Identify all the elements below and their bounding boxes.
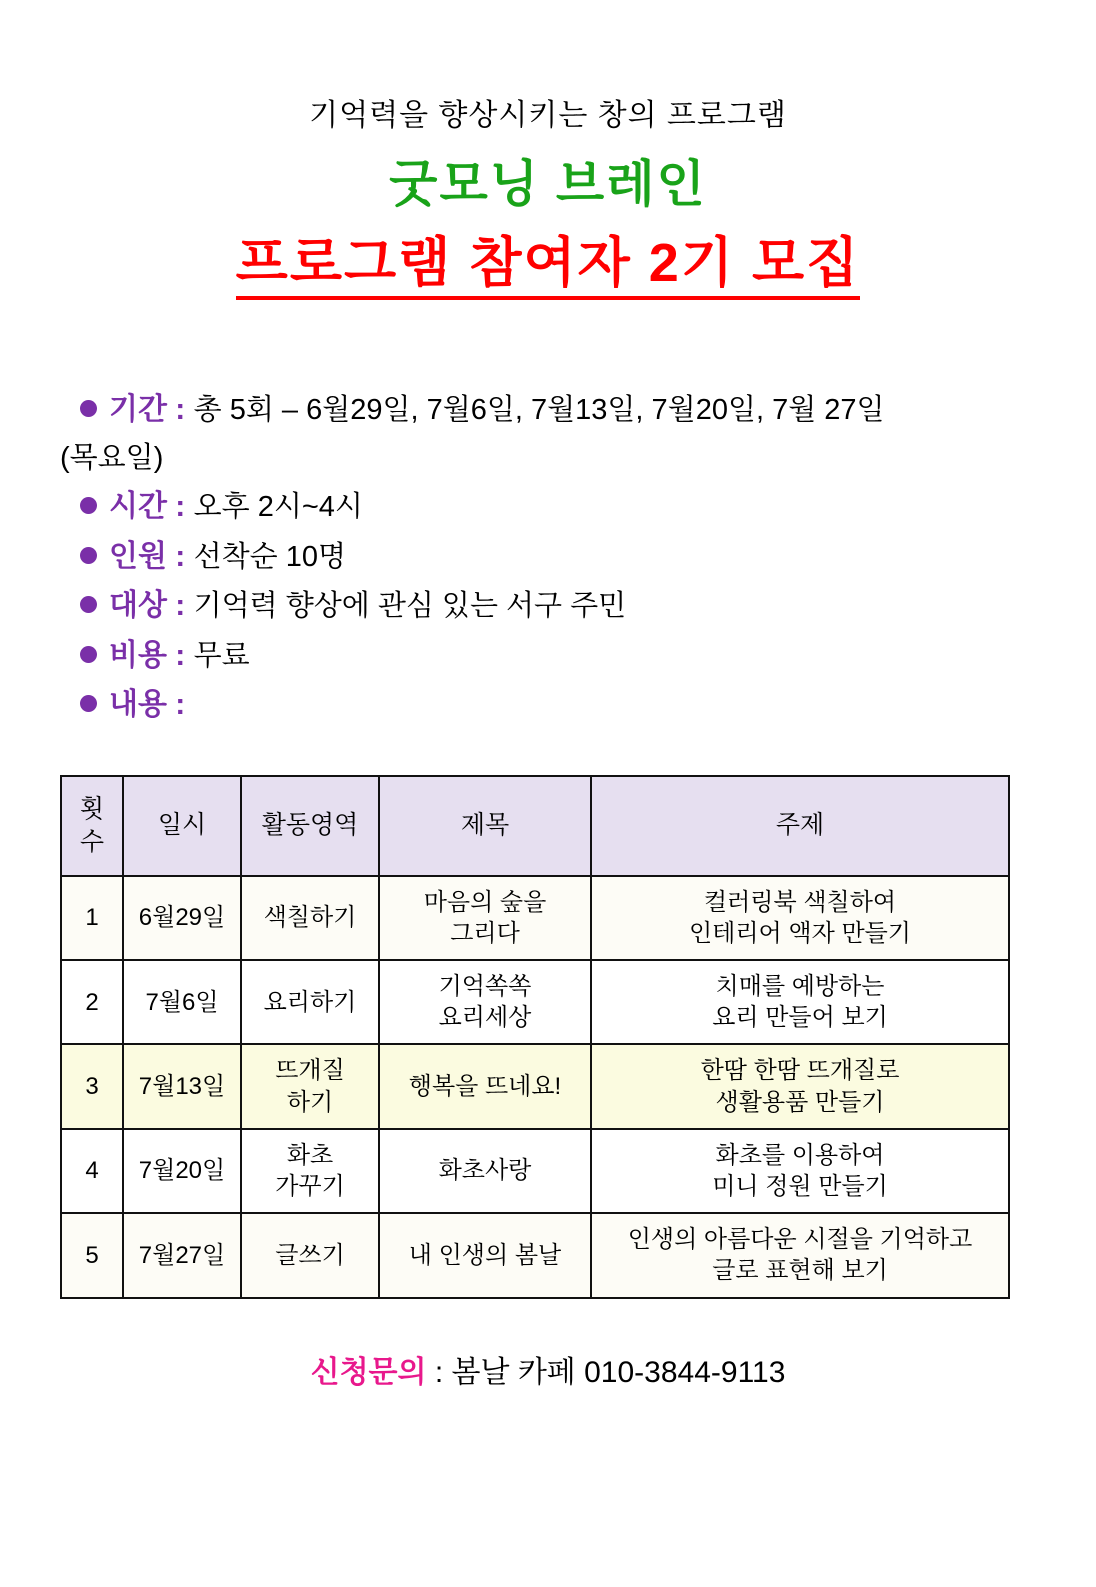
header-title-secondary: 프로그램 참여자 2기 모집 xyxy=(236,232,861,300)
table-header-row xyxy=(61,776,1009,876)
cell-topic: 한땀 한땀 뜨개질로 생활용품 만들기 xyxy=(591,1044,1009,1128)
cell-topic: 화초를 이용하여 미니 정원 만들기 xyxy=(591,1129,1009,1213)
info-label: 인원 xyxy=(109,539,167,573)
cell-title: 행복을 뜨네요! xyxy=(379,1044,591,1128)
info-item-period xyxy=(60,388,1036,432)
bullet-icon xyxy=(80,596,97,613)
cell-count: 5 xyxy=(61,1213,123,1297)
column-header-date: 일시 xyxy=(123,776,241,876)
cell-title: 화초사랑 xyxy=(379,1129,591,1213)
contact-label: 신청문의 xyxy=(310,1355,427,1389)
poster-header xyxy=(60,0,1036,300)
info-item-period-continuation: (목요일) xyxy=(60,442,164,475)
column-header-topic: 주제 xyxy=(591,776,1009,876)
cell-date: 7월6일 xyxy=(123,960,241,1044)
cell-topic: 치매를 예방하는 요리 만들어 보기 xyxy=(591,960,1009,1044)
cell-date: 7월20일 xyxy=(123,1129,241,1213)
info-item-target xyxy=(60,584,1036,628)
info-value: 선착순 10명 xyxy=(193,540,347,573)
header-subtitle: 기억력을 향상시키는 창의 프로그램 xyxy=(309,99,787,132)
cell-date: 7월27일 xyxy=(123,1213,241,1297)
bullet-icon xyxy=(80,497,97,514)
info-list xyxy=(60,388,1036,727)
table-row xyxy=(61,1213,1009,1297)
bullet-icon xyxy=(80,695,97,712)
bullet-icon xyxy=(80,547,97,564)
info-item-cost xyxy=(60,634,1036,678)
column-header-title: 제목 xyxy=(379,776,591,876)
info-separator: : xyxy=(166,539,194,573)
table-row xyxy=(61,1044,1009,1128)
contact-value: 봄날 카페 010-3844-9113 xyxy=(451,1355,786,1389)
header-title: 굿모닝 브레인 xyxy=(389,156,707,212)
info-label: 비용 xyxy=(109,638,167,672)
info-value: 총 5회 – 6월29일, 7월6일, 7월13일, 7월20일, 7월 27일 xyxy=(193,393,885,426)
cell-topic: 컬러링북 색칠하여 인테리어 액자 만들기 xyxy=(591,876,1009,960)
cell-activity: 글쓰기 xyxy=(241,1213,379,1297)
info-item-capacity xyxy=(60,535,1036,579)
table-row xyxy=(61,876,1009,960)
info-item-time xyxy=(60,485,1036,529)
cell-title: 기억쏙쏙 요리세상 xyxy=(379,960,591,1044)
column-header-activity: 활동영역 xyxy=(241,776,379,876)
cell-count: 2 xyxy=(61,960,123,1044)
cell-date: 7월13일 xyxy=(123,1044,241,1128)
schedule-table xyxy=(60,775,1010,1299)
info-item-content xyxy=(60,683,1036,727)
bullet-icon xyxy=(80,646,97,663)
info-separator: : xyxy=(166,392,194,426)
table-row xyxy=(61,1129,1009,1213)
cell-title: 내 인생의 봄날 xyxy=(379,1213,591,1297)
info-separator: : xyxy=(166,688,186,722)
info-label: 내용 xyxy=(109,688,167,722)
cell-count: 4 xyxy=(61,1129,123,1213)
cell-activity: 색칠하기 xyxy=(241,876,379,960)
info-value: 기억력 향상에 관심 있는 서구 주민 xyxy=(193,590,627,623)
column-header-count: 횟 수 xyxy=(61,776,123,876)
info-value: 오후 2시~4시 xyxy=(193,491,363,524)
cell-topic: 인생의 아름다운 시절을 기억하고 글로 표현해 보기 xyxy=(591,1213,1009,1297)
bullet-icon xyxy=(80,400,97,417)
info-separator: : xyxy=(166,589,194,623)
info-label: 시간 xyxy=(109,490,167,524)
cell-activity: 뜨개질 하기 xyxy=(241,1044,379,1128)
info-separator: : xyxy=(166,490,194,524)
cell-date: 6월29일 xyxy=(123,876,241,960)
table-row xyxy=(61,960,1009,1044)
info-label: 대상 xyxy=(109,589,167,623)
info-label: 기간 xyxy=(109,392,167,426)
cell-activity: 요리하기 xyxy=(241,960,379,1044)
info-separator: : xyxy=(166,638,194,672)
cell-title: 마음의 숲을 그리다 xyxy=(379,876,591,960)
contact-separator: : xyxy=(426,1355,452,1389)
contact-footer xyxy=(60,1347,1036,1391)
cell-count: 1 xyxy=(61,876,123,960)
info-value: 무료 xyxy=(193,639,250,672)
cell-count: 3 xyxy=(61,1044,123,1128)
cell-activity: 화초 가꾸기 xyxy=(241,1129,379,1213)
